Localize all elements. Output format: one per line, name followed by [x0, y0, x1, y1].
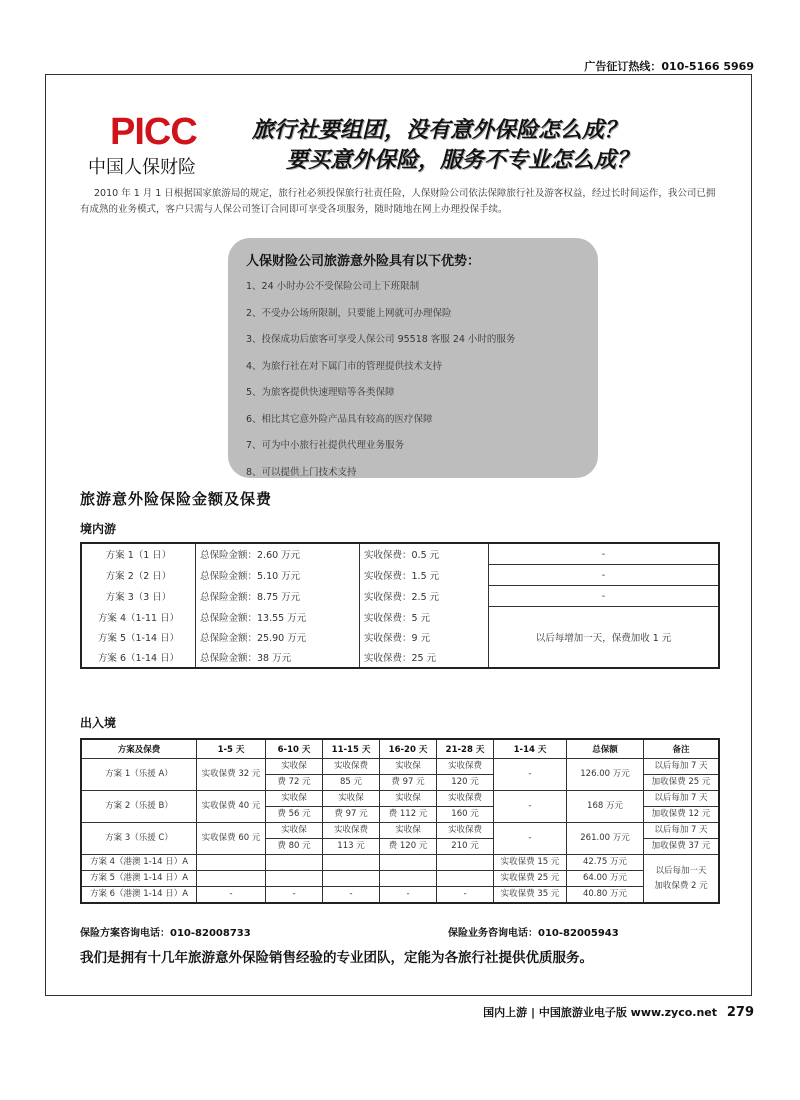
premium-cell: 实收保费	[437, 823, 494, 839]
premium-cell: 实收保费 32 元	[197, 759, 266, 791]
advantage-item: 7、可为中小旅行社提供代理业务服务	[246, 440, 405, 451]
table-row	[81, 823, 719, 839]
premium-cell: 实收保费：5 元	[360, 607, 489, 627]
premium-cell: 113 元	[323, 839, 380, 855]
total-cell: 168 万元	[567, 791, 644, 823]
table-row	[81, 887, 719, 904]
premium-cell: -	[494, 791, 567, 823]
premium-cell: -	[494, 759, 567, 791]
outbound-table	[80, 738, 720, 904]
premium-cell: 85 元	[323, 775, 380, 791]
total-cell: 126.00 万元	[567, 759, 644, 791]
premium-cell	[197, 871, 266, 887]
page-number: 279	[726, 1005, 754, 1020]
note-cell: 加收保费 12 元	[644, 807, 720, 823]
footer-text: 国内上游 | 中国旅游业电子版 www.zyco.net	[483, 1006, 718, 1019]
headline	[252, 116, 692, 176]
premium-cell: 费 56 元	[266, 807, 323, 823]
premium-cell: -	[380, 887, 437, 904]
advantage-item: 3、投保成功后旅客可享受人保公司 95518 客服 24 小时的服务	[246, 334, 516, 345]
premium-cell	[266, 871, 323, 887]
plan-phone: 保险方案咨询电话：010-82008733	[80, 928, 251, 939]
column-header: 方案及保费	[81, 739, 197, 759]
advantages-list	[246, 278, 515, 490]
premium-cell: 费 112 元	[380, 807, 437, 823]
headline-line-1: 旅行社要组团，没有意外保险怎么成？	[252, 118, 627, 143]
amount-cell: 总保险金额：5.10 万元	[196, 565, 360, 586]
premium-cell: 实收保	[266, 791, 323, 807]
plan-cell: 方案 4（港澳 1-14 日）A	[81, 855, 197, 871]
premium-cell: 实收保费：9 元	[360, 627, 489, 647]
column-header: 总保额	[567, 739, 644, 759]
plan-cell: 方案 6（港澳 1-14 日）A	[81, 887, 197, 904]
note-cell: 以后每加 7 天	[644, 791, 720, 807]
note-line: 以后每加一天	[655, 865, 707, 876]
column-header: 1-14 天	[494, 739, 567, 759]
premium-cell: 费 97 元	[323, 807, 380, 823]
amount-cell: 总保险金额：2.60 万元	[196, 543, 360, 565]
plan-cell: 方案 1（1 日）	[81, 543, 196, 565]
plan-cell: 方案 5（港澳 1-14 日）A	[81, 871, 197, 887]
advantage-item: 6、相比其它意外险产品具有较高的医疗保障	[246, 413, 433, 425]
note-cell: -	[489, 543, 720, 565]
note-cell: -	[489, 586, 720, 607]
column-header: 11-15 天	[323, 739, 380, 759]
logo-brand: PICC	[110, 111, 197, 153]
table-row	[81, 791, 719, 807]
slogan: 我们是拥有十几年旅游意外保险销售经验的专业团队，定能为各旅行社提供优质服务。	[80, 950, 593, 966]
advantages-box	[228, 238, 598, 478]
page-footer	[483, 1004, 754, 1020]
plan-cell: 方案 6（1-14 日）	[81, 647, 196, 668]
section-title: 旅游意外险保险金额及保费	[80, 490, 273, 508]
note-cell: -	[489, 565, 720, 586]
note-cell: 以后每加 7 天	[644, 823, 720, 839]
total-cell: 42.75 万元	[567, 855, 644, 871]
note-cell: 加收保费 37 元	[644, 839, 720, 855]
premium-cell: 160 元	[437, 807, 494, 823]
advantage-item: 5、为旅客提供快速理赔等各类保障	[246, 387, 395, 398]
premium-cell: 实收保	[266, 823, 323, 839]
note-cell: 加收保费 25 元	[644, 775, 720, 791]
table-row	[81, 855, 719, 871]
column-header: 21-28 天	[437, 739, 494, 759]
advantage-item: 8、可以提供上门技术支持	[246, 466, 357, 478]
amount-cell: 总保险金额：13.55 万元	[196, 607, 360, 627]
premium-cell: 实收保费 60 元	[197, 823, 266, 855]
table-row	[81, 543, 719, 565]
premium-cell: -	[266, 887, 323, 904]
advantage-item: 2、不受办公场所限制，只要能上网就可办理保险	[246, 307, 452, 319]
advantages-title: 人保财险公司旅游意外险具有以下优势：	[246, 254, 481, 269]
premium-cell: 实收保费	[323, 759, 380, 775]
column-header: 6-10 天	[266, 739, 323, 759]
total-cell: 40.80 万元	[567, 887, 644, 904]
plan-cell: 方案 5（1-14 日）	[81, 627, 196, 647]
premium-cell: 实收保费 25 元	[494, 871, 567, 887]
note-cell: 以后每加 7 天	[644, 759, 720, 775]
premium-cell	[197, 855, 266, 871]
premium-cell: 实收保费	[437, 759, 494, 775]
premium-cell: 实收保费：2.5 元	[360, 586, 489, 607]
premium-cell: 实收保费：0.5 元	[360, 543, 489, 565]
logo-name: 中国人保财险	[88, 157, 196, 178]
premium-cell: -	[494, 823, 567, 855]
total-cell: 64.00 万元	[567, 871, 644, 887]
premium-cell: 210 元	[437, 839, 494, 855]
note-cell	[644, 855, 720, 904]
premium-cell: 实收保	[380, 791, 437, 807]
headline-line-2: 要买意外保险，服务不专业怎么成？	[286, 148, 639, 173]
column-header: 16-20 天	[380, 739, 437, 759]
column-header: 备注	[644, 739, 720, 759]
outbound-title: 出入境	[80, 716, 117, 730]
advantage-item: 4、为旅行社在对下属门市的管理提供技术支持	[246, 360, 443, 372]
column-header: 1-5 天	[197, 739, 266, 759]
premium-cell	[437, 855, 494, 871]
table-row	[81, 586, 719, 607]
domestic-title: 境内游	[80, 522, 117, 536]
premium-cell: -	[323, 887, 380, 904]
amount-cell: 总保险金额：25.90 万元	[196, 627, 360, 647]
premium-cell: 费 80 元	[266, 839, 323, 855]
plan-cell: 方案 3（乐援 C）	[81, 823, 197, 855]
premium-cell: 实收保费：1.5 元	[360, 565, 489, 586]
premium-cell: 实收保	[380, 823, 437, 839]
premium-cell: 费 72 元	[266, 775, 323, 791]
premium-cell	[323, 871, 380, 887]
table-row	[81, 871, 719, 887]
intro-paragraph: 2010 年 1 月 1 日根据国家旅游局的规定，旅行社必须投保旅行社责任险，人保财险公司依法保障旅行社及游客权益，经过长时间运作，我公司已拥有成熟的业务模式，客户只需与人保公司签订合同即可享受各项服务，随时随地在网上办理投保手续。	[80, 188, 716, 215]
table-row	[81, 565, 719, 586]
premium-cell: 实收保费 40 元	[197, 791, 266, 823]
premium-cell: -	[437, 887, 494, 904]
premium-cell: 实收保	[380, 759, 437, 775]
note-line: 加收保费 2 元	[654, 880, 708, 891]
picc-logo	[84, 111, 229, 177]
premium-cell: -	[197, 887, 266, 904]
table-header-row	[81, 739, 719, 759]
plan-cell: 方案 2（乐援 B）	[81, 791, 197, 823]
plan-cell: 方案 1（乐援 A）	[81, 759, 197, 791]
table-row	[81, 759, 719, 775]
premium-cell: 实收保费 15 元	[494, 855, 567, 871]
premium-cell: 实收保费	[323, 823, 380, 839]
premium-cell: 实收保	[323, 791, 380, 807]
note-cell: 以后每增加一天，保费加收 1 元	[489, 607, 720, 668]
domestic-table	[80, 542, 720, 669]
advantage-item: 1、24 小时办公不受保险公司上下班限制	[246, 281, 420, 292]
premium-cell	[266, 855, 323, 871]
table-row	[81, 607, 719, 627]
plan-cell: 方案 2（2 日）	[81, 565, 196, 586]
premium-cell: 实收保费	[437, 791, 494, 807]
premium-cell: 费 120 元	[380, 839, 437, 855]
premium-cell	[437, 871, 494, 887]
premium-cell: 120 元	[437, 775, 494, 791]
business-phone: 保险业务咨询电话：010-82005943	[448, 928, 619, 939]
premium-cell	[380, 871, 437, 887]
premium-cell: 实收保	[266, 759, 323, 775]
premium-cell	[380, 855, 437, 871]
premium-cell	[323, 855, 380, 871]
amount-cell: 总保险金额：38 万元	[196, 647, 360, 668]
total-cell: 261.00 万元	[567, 823, 644, 855]
ad-hotline: 广告征订热线：010-5166 5969	[584, 60, 754, 73]
premium-cell: 费 97 元	[380, 775, 437, 791]
plan-cell: 方案 3（3 日）	[81, 586, 196, 607]
premium-cell: 实收保费：25 元	[360, 647, 489, 668]
plan-cell: 方案 4（1-11 日）	[81, 607, 196, 627]
amount-cell: 总保险金额：8.75 万元	[196, 586, 360, 607]
premium-cell: 实收保费 35 元	[494, 887, 567, 904]
